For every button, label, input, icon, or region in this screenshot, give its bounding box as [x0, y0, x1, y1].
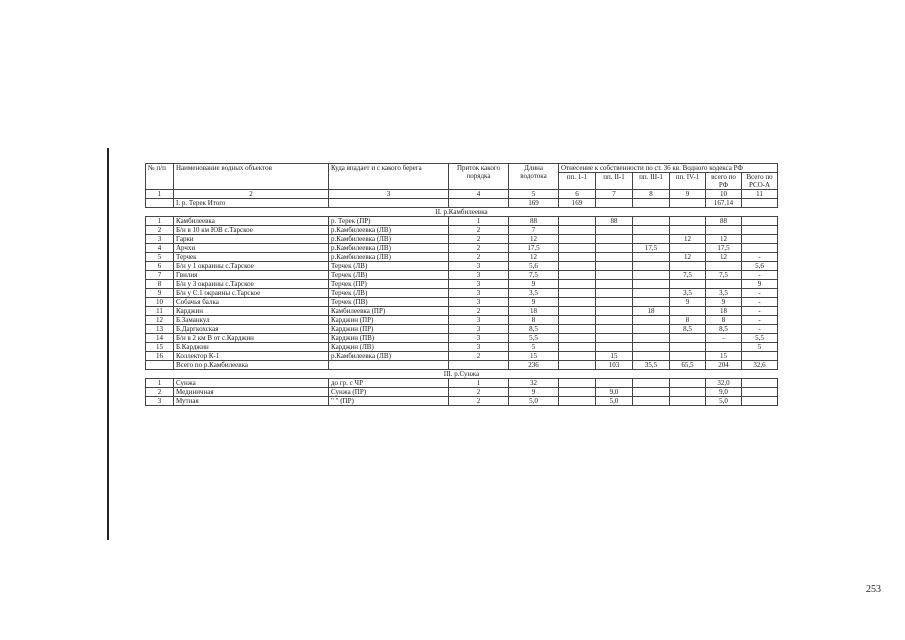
- cell-rso: [742, 352, 778, 361]
- cell-rf: 17,5: [706, 244, 742, 253]
- cell-p1: [559, 325, 596, 334]
- table-row: [146, 343, 778, 352]
- cell-name: Всего по р.Камбилеевка: [174, 361, 329, 370]
- cell-p3: [633, 262, 670, 271]
- table-row: [146, 289, 778, 298]
- cell-p4: [670, 217, 706, 226]
- cell-where: Терчек (ЛВ): [329, 289, 449, 298]
- cell-name: Мутная: [174, 397, 329, 406]
- table-row: [146, 307, 778, 316]
- cell-len: 5,5: [509, 334, 559, 343]
- cell-p2: [596, 235, 633, 244]
- header-p4: пп. IV-1: [670, 173, 706, 190]
- header-row-1: [146, 164, 778, 173]
- cell-n: 8: [146, 280, 174, 289]
- cell-rf: 15: [706, 352, 742, 361]
- table-row: [146, 325, 778, 334]
- cell-order: 3: [449, 262, 509, 271]
- section-title-row: [146, 370, 778, 379]
- cell-len: 5,6: [509, 262, 559, 271]
- cell-p3: [633, 325, 670, 334]
- cell-p3: 35,5: [633, 361, 670, 370]
- cell-len: 3,5: [509, 289, 559, 298]
- cell-rso: [742, 244, 778, 253]
- cell-rso: 5,6: [742, 262, 778, 271]
- cell-p3: [633, 235, 670, 244]
- cell-p3: [633, 352, 670, 361]
- cell-rso: [742, 388, 778, 397]
- table-row: [146, 253, 778, 262]
- cell-p4: [670, 379, 706, 388]
- cell-n: 5: [146, 253, 174, 262]
- cell-p1: [559, 253, 596, 262]
- cell-n: 11: [146, 307, 174, 316]
- cell-order: 2: [449, 352, 509, 361]
- section-title: III. р.Сунжа: [146, 370, 778, 379]
- cell-where: Терчек (ЛВ): [329, 262, 449, 271]
- cell-p3: [633, 379, 670, 388]
- cell-order: 3: [449, 271, 509, 280]
- cell-p2: 5,0: [596, 397, 633, 406]
- header-total-rso: Всего по РСО-А: [742, 173, 778, 190]
- cell-rso: -: [742, 271, 778, 280]
- cell-rso: [742, 217, 778, 226]
- cell-len: 15: [509, 352, 559, 361]
- cell-p4: 7,5: [670, 271, 706, 280]
- header-num: № п/п: [146, 164, 174, 190]
- cell-order: 3: [449, 280, 509, 289]
- table-row: [146, 379, 778, 388]
- cell-rf: 204: [706, 361, 742, 370]
- cell-where: Карджин (ПР): [329, 325, 449, 334]
- cell-order: 3: [449, 343, 509, 352]
- table-row: [146, 262, 778, 271]
- cell-p3: 18: [633, 307, 670, 316]
- cell-p3: [633, 217, 670, 226]
- cell-order: 2: [449, 253, 509, 262]
- cell-p3: [633, 271, 670, 280]
- cell-n: 14: [146, 334, 174, 343]
- cell-name: Б/н в 10 км ЮВ с.Тарское: [174, 226, 329, 235]
- column-number-cell: 4: [449, 190, 509, 199]
- cell-name: Б.Даргкохская: [174, 325, 329, 334]
- header-total-rf: всего по РФ: [706, 173, 742, 190]
- column-numbers-row: [146, 190, 778, 199]
- cell-p1: [559, 388, 596, 397]
- table-row: [146, 271, 778, 280]
- cell-len: 9: [509, 298, 559, 307]
- cell-len: 9: [509, 388, 559, 397]
- cell-rso: -: [742, 307, 778, 316]
- cell-p1: [559, 280, 596, 289]
- cell-rf: 32,0: [706, 379, 742, 388]
- header-p3: пп. III-1: [633, 173, 670, 190]
- cell-name: Сунжа: [174, 379, 329, 388]
- cell-len: 5: [509, 343, 559, 352]
- section-title: II. р.Камбилеевка: [146, 208, 778, 217]
- cell-len: 7,5: [509, 271, 559, 280]
- cell-name: Б/н у С.1 окраины с.Тарское: [174, 289, 329, 298]
- cell-n: 10: [146, 298, 174, 307]
- cell-p3: [633, 253, 670, 262]
- table-row: [146, 316, 778, 325]
- table-row: [146, 334, 778, 343]
- cell-n: [146, 361, 174, 370]
- cell-order: 3: [449, 334, 509, 343]
- table-row: [146, 361, 778, 370]
- cell-order: 2: [449, 307, 509, 316]
- cell-p3: [633, 316, 670, 325]
- water-bodies-table: [145, 163, 778, 406]
- cell-rso: 32,6: [742, 361, 778, 370]
- cell-n: 3: [146, 235, 174, 244]
- cell-where: Терчек (ЛВ): [329, 271, 449, 280]
- cell-rf: [706, 343, 742, 352]
- cell-rso: [742, 397, 778, 406]
- cell-rso: 5: [742, 343, 778, 352]
- cell-p1: [559, 298, 596, 307]
- cell-where: [329, 361, 449, 370]
- cell-rf: [706, 262, 742, 271]
- header-ownership: Отнесение к собственности по ст. 36 кв. Водного кодекса РФ: [559, 164, 778, 173]
- cell-p2: [596, 298, 633, 307]
- cell-name: Камбилеевка: [174, 217, 329, 226]
- header-p2: пп. II-1: [596, 173, 633, 190]
- cell-n: 7: [146, 271, 174, 280]
- cell-n: 13: [146, 325, 174, 334]
- cell-n: 12: [146, 316, 174, 325]
- cell-where: р.Камбилеевка (ЛВ): [329, 226, 449, 235]
- cell-p1: [559, 361, 596, 370]
- table-row: [146, 226, 778, 235]
- cell-n: 9: [146, 289, 174, 298]
- cell-where: р.Камбилеевка (ЛВ): [329, 244, 449, 253]
- cell-len: 9: [509, 280, 559, 289]
- table-row: [146, 217, 778, 226]
- cell-p4: 3,5: [670, 289, 706, 298]
- cell-len: 12: [509, 235, 559, 244]
- cell-p2: [596, 343, 633, 352]
- cell-name: Коллектор К-1: [174, 352, 329, 361]
- cell-n: 4: [146, 244, 174, 253]
- cell-p2: [596, 289, 633, 298]
- table-row: [146, 352, 778, 361]
- cell-rso: -: [742, 316, 778, 325]
- cell-len: 8: [509, 316, 559, 325]
- cell-where: Терчек (ПВ): [329, 298, 449, 307]
- cell-rso: [742, 226, 778, 235]
- cell-rf: 18: [706, 307, 742, 316]
- cell-len: 7: [509, 226, 559, 235]
- cell-rf: 88: [706, 217, 742, 226]
- total-terek-row: [146, 199, 778, 208]
- cell-p4: 9: [670, 298, 706, 307]
- cell-p2: [596, 325, 633, 334]
- cell-p4: 65,5: [670, 361, 706, 370]
- cell-len: 32: [509, 379, 559, 388]
- cell-p1: [559, 244, 596, 253]
- total-terek-name: I. р. Терек Итого: [174, 199, 329, 208]
- cell-len: 12: [509, 253, 559, 262]
- cell-p3: 17,5: [633, 244, 670, 253]
- cell-p1: [559, 217, 596, 226]
- cell-p1: [559, 235, 596, 244]
- cell-rf: [706, 226, 742, 235]
- cell-p2: [596, 334, 633, 343]
- cell-p1: [559, 271, 596, 280]
- cell-p4: [670, 262, 706, 271]
- column-number-cell: 3: [329, 190, 449, 199]
- cell-p3: [633, 226, 670, 235]
- column-number-cell: 2: [174, 190, 329, 199]
- cell-n: 6: [146, 262, 174, 271]
- cell-where: " " (ПР): [329, 397, 449, 406]
- cell-where: Карджин (ПВ): [329, 334, 449, 343]
- cell-p2: [596, 253, 633, 262]
- cell-rf: 12: [706, 235, 742, 244]
- cell-name: Б.Заманкул: [174, 316, 329, 325]
- cell-p3: [633, 280, 670, 289]
- column-number-cell: 1: [146, 190, 174, 199]
- cell-p2: [596, 280, 633, 289]
- cell-where: Терчек (ПР): [329, 280, 449, 289]
- cell-rf: 9: [706, 298, 742, 307]
- cell-p2: [596, 271, 633, 280]
- cell-order: 3: [449, 316, 509, 325]
- cell-len: 17,5: [509, 244, 559, 253]
- cell-rf: 7,5: [706, 271, 742, 280]
- cell-where: Камбилеевка (ПР): [329, 307, 449, 316]
- cell-n: 1: [146, 379, 174, 388]
- cell-p3: [633, 397, 670, 406]
- cell-len: 236: [509, 361, 559, 370]
- cell-p2: [596, 316, 633, 325]
- cell-p1: [559, 289, 596, 298]
- cell-len: 8,5: [509, 325, 559, 334]
- cell-p2: [596, 226, 633, 235]
- cell-rf: 9,0: [706, 388, 742, 397]
- cell-order: 2: [449, 226, 509, 235]
- column-number-cell: 9: [670, 190, 706, 199]
- cell-n: 3: [146, 397, 174, 406]
- page-number: 253: [866, 584, 881, 595]
- cell-name: Арчхи: [174, 244, 329, 253]
- cell-p3: [633, 388, 670, 397]
- cell-rf: 8,5: [706, 325, 742, 334]
- cell-order: 2: [449, 388, 509, 397]
- cell-p4: 12: [670, 235, 706, 244]
- cell-p1: [559, 397, 596, 406]
- column-number-cell: 7: [596, 190, 633, 199]
- cell-p4: [670, 226, 706, 235]
- total-terek-p1: 169: [559, 199, 596, 208]
- cell-p1: [559, 343, 596, 352]
- cell-rf: [706, 280, 742, 289]
- cell-rso: [742, 379, 778, 388]
- header-length: Длина водотока: [509, 164, 559, 190]
- cell-rso: -: [742, 298, 778, 307]
- cell-name: Гарки: [174, 235, 329, 244]
- cell-p1: [559, 379, 596, 388]
- cell-rf: 8: [706, 316, 742, 325]
- header-p1: пп. 1-1: [559, 173, 596, 190]
- cell-order: 3: [449, 325, 509, 334]
- cell-rf: 12: [706, 253, 742, 262]
- cell-p1: [559, 352, 596, 361]
- cell-name: Б/н у 3 окраины с.Тарское: [174, 280, 329, 289]
- cell-p1: [559, 307, 596, 316]
- cell-order: 2: [449, 235, 509, 244]
- header-name: Наименование водных объектов: [174, 164, 329, 190]
- cell-p3: [633, 334, 670, 343]
- cell-where: р.Камбилеевка (ЛВ): [329, 352, 449, 361]
- total-terek-length: 169: [509, 199, 559, 208]
- cell-p2: [596, 307, 633, 316]
- binding-margin-line: [107, 148, 109, 540]
- cell-p2: 88: [596, 217, 633, 226]
- cell-len: 5,0: [509, 397, 559, 406]
- cell-p4: [670, 388, 706, 397]
- cell-n: 16: [146, 352, 174, 361]
- cell-name: Б.Карджин: [174, 343, 329, 352]
- cell-p3: [633, 343, 670, 352]
- cell-p4: 8,5: [670, 325, 706, 334]
- cell-order: 1: [449, 217, 509, 226]
- cell-p4: [670, 343, 706, 352]
- cell-name: Собачья балка: [174, 298, 329, 307]
- table-row: [146, 298, 778, 307]
- column-number-cell: 10: [706, 190, 742, 199]
- cell-order: [449, 361, 509, 370]
- cell-rf: 5,0: [706, 397, 742, 406]
- cell-name: Карджин: [174, 307, 329, 316]
- cell-p1: [559, 316, 596, 325]
- cell-rf: 3,5: [706, 289, 742, 298]
- cell-n: 15: [146, 343, 174, 352]
- column-number-cell: 11: [742, 190, 778, 199]
- cell-where: Сунжа (ПР): [329, 388, 449, 397]
- cell-len: 88: [509, 217, 559, 226]
- cell-where: Карджин (ЛВ): [329, 343, 449, 352]
- cell-name: Мединичная: [174, 388, 329, 397]
- cell-rso: 5,5: [742, 334, 778, 343]
- cell-where: Карджин (ПР): [329, 316, 449, 325]
- cell-p1: [559, 226, 596, 235]
- cell-order: 3: [449, 289, 509, 298]
- table-row: [146, 244, 778, 253]
- column-number-cell: 8: [633, 190, 670, 199]
- cell-p4: [670, 334, 706, 343]
- cell-p4: 8: [670, 316, 706, 325]
- cell-p2: [596, 262, 633, 271]
- table-row: [146, 388, 778, 397]
- cell-len: 18: [509, 307, 559, 316]
- cell-order: 2: [449, 244, 509, 253]
- cell-rso: -: [742, 289, 778, 298]
- cell-p1: [559, 334, 596, 343]
- table-row: [146, 280, 778, 289]
- cell-p4: 12: [670, 253, 706, 262]
- cell-p1: [559, 262, 596, 271]
- cell-name: Б/н у 1 окраины с.Тарское: [174, 262, 329, 271]
- cell-p4: [670, 397, 706, 406]
- cell-name: Терчек: [174, 253, 329, 262]
- cell-p2: 9,0: [596, 388, 633, 397]
- cell-order: 3: [449, 298, 509, 307]
- cell-rso: -: [742, 253, 778, 262]
- cell-n: 2: [146, 388, 174, 397]
- cell-p4: [670, 280, 706, 289]
- cell-p4: [670, 307, 706, 316]
- cell-p4: [670, 352, 706, 361]
- cell-order: 1: [449, 379, 509, 388]
- column-number-cell: 6: [559, 190, 596, 199]
- header-where: Куда впадает и с какого берега: [329, 164, 449, 190]
- cell-where: р. Терек (ПР): [329, 217, 449, 226]
- cell-p2: 103: [596, 361, 633, 370]
- table-row: [146, 235, 778, 244]
- cell-where: р.Камбилеевка (ЛВ): [329, 253, 449, 262]
- cell-p2: 15: [596, 352, 633, 361]
- cell-order: 2: [449, 397, 509, 406]
- cell-rso: [742, 235, 778, 244]
- cell-where: до гр. с ЧР: [329, 379, 449, 388]
- cell-name: Гвилия: [174, 271, 329, 280]
- cell-p3: [633, 298, 670, 307]
- section-title-row: [146, 208, 778, 217]
- header-tributary-order: Приток какого порядка: [449, 164, 509, 190]
- column-number-cell: 5: [509, 190, 559, 199]
- cell-rso: 9: [742, 280, 778, 289]
- cell-n: 2: [146, 226, 174, 235]
- cell-p2: [596, 244, 633, 253]
- cell-p2: [596, 379, 633, 388]
- cell-name: Б/н в 2 км В от с.Карджин: [174, 334, 329, 343]
- cell-n: 1: [146, 217, 174, 226]
- total-terek-rf: 167.14: [706, 199, 742, 208]
- cell-rso: -: [742, 325, 778, 334]
- table-row: [146, 397, 778, 406]
- cell-p3: [633, 289, 670, 298]
- cell-where: р.Камбилеевка (ЛВ): [329, 235, 449, 244]
- cell-p4: [670, 244, 706, 253]
- cell-rf: -: [706, 334, 742, 343]
